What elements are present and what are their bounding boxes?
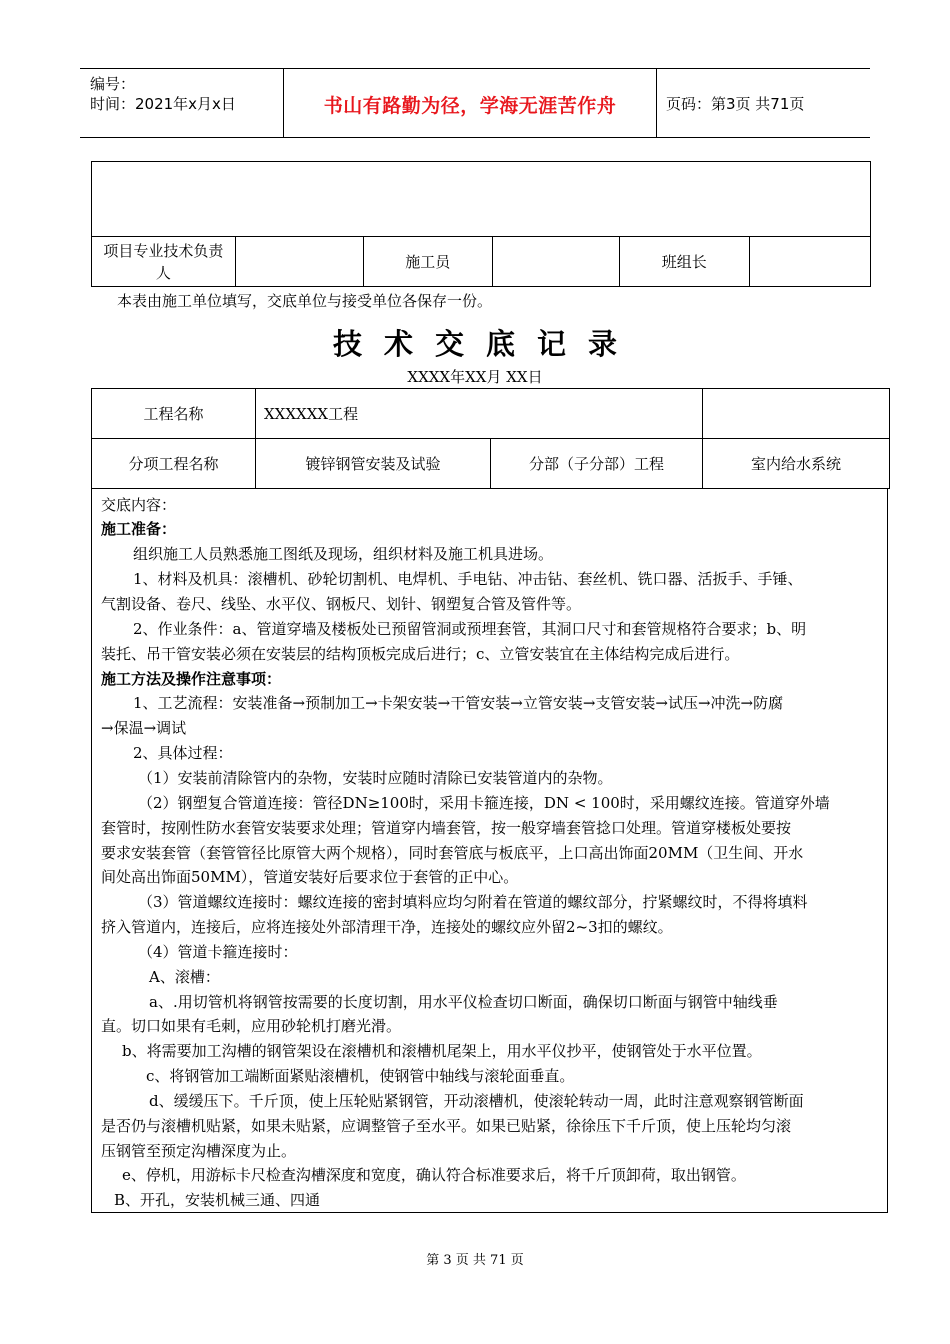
- page-title: 技术交底记录: [332, 327, 639, 361]
- record-date: XXXX年XX月 XX日: [407, 368, 543, 386]
- content-line: 间处高出饰面50MM），管道安装好后要求位于套管的正中心。: [101, 868, 519, 886]
- content-line: 2、作业条件：a、管道穿墙及楼板处已预留管洞或预埋套管，其洞口尺寸和套管规格符合要求；b、明: [133, 620, 807, 638]
- header-left-cell: [80, 69, 283, 137]
- content-line: 1、工艺流程：安装准备→预制加工→卡架安装→干管安装→立管安装→支管安装→试压→冲洗→防腐: [133, 694, 784, 712]
- tech-lead-label: 项目专业技术负责人: [92, 237, 236, 287]
- section-heading: 施工方法及操作注意事项：: [101, 670, 282, 688]
- info-table: [91, 388, 890, 489]
- section-heading: 施工准备：: [101, 520, 177, 538]
- time-label: 时间：2021年x月x日: [90, 95, 236, 113]
- sign-table-blank: [92, 162, 871, 237]
- header-center-cell: [283, 69, 657, 137]
- team-leader-label: 班组长: [619, 237, 749, 287]
- content-line: B、开孔，安装机械三通、四通: [114, 1191, 321, 1209]
- content-line: 要求安装套管（套管管径比原管大两个规格），同时套管底与板底平，上口高出饰面20MM（卫生间、开水: [101, 844, 804, 862]
- content-line: （3）管道螺纹连接时：螺纹连接的密封填料应均匀附着在管道的螺纹部分，拧紧螺纹时，不得将填料: [138, 893, 808, 911]
- content-line: 气割设备、卷尺、线坠、水平仪、钢板尺、划针、钢塑复合管及管件等。: [101, 595, 582, 613]
- content-line: b、将需要加工沟槽的钢管架设在滚槽机和滚槽机尾架上，用水平仪抄平，使钢管处于水平位置。: [122, 1042, 762, 1060]
- project-name-blank: [703, 389, 890, 439]
- sub-item-label: 分项工程名称: [92, 439, 256, 489]
- header-right-cell: [656, 69, 870, 137]
- division-label: 分部（子分部）工程: [491, 439, 703, 489]
- number-label: 编号：: [90, 75, 136, 93]
- content-line: 套管时，按刚性防水套管安装要求处理；管道穿内墙套管，按一般穿墙套管捻口处理。管道穿楼板处要按: [101, 819, 792, 837]
- content-label: 交底内容：: [101, 496, 177, 514]
- tech-lead-value: [235, 237, 363, 287]
- project-name-value: XXXXXX工程: [256, 389, 703, 439]
- content-line: （2）钢塑复合管道连接：管径DN≥100时，采用卡箍连接，DN < 100时，采用螺纹连接。管道穿外墙: [138, 794, 830, 812]
- content-line: 组织施工人员熟悉施工图纸及现场，组织材料及施工机具进场。: [133, 545, 554, 563]
- content-line: e、停机，用游标卡尺检查沟槽深度和宽度，确认符合标准要求后，将千斤顶卸荷，取出钢管。: [122, 1166, 746, 1184]
- content-line: 1、材料及机具：滚槽机、砂轮切割机、电焊机、手电钻、冲击钻、套丝机、铣口器、活扳手、手锤、: [133, 570, 803, 588]
- team-leader-value: [749, 237, 870, 287]
- content-line: c、将钢管加工端断面紧贴滚槽机，使钢管中轴线与滚轮面垂直。: [146, 1067, 575, 1085]
- page-footer: 第 3 页 共 71 页: [426, 1253, 524, 1268]
- content-line: a、.用切管机将钢管按需要的长度切割，用水平仪检查切口断面，确保切口断面与钢管中轴线垂: [149, 993, 778, 1011]
- content-line: 2、具体过程：: [133, 744, 233, 762]
- constructor-value: [492, 237, 619, 287]
- content-line: 是否仍与滚槽机贴紧，如果未贴紧，应调整管子至水平。如果已贴紧，徐徐压下千斤顶，使上压轮均匀滚: [101, 1117, 792, 1135]
- page-header: [80, 68, 870, 138]
- content-line: 挤入管道内，连接后，应将连接处外部清理干净，连接处的螺纹应外留2~3扣的螺纹。: [101, 918, 673, 936]
- content-line: →保温→调试: [101, 719, 187, 737]
- content-line: A、滚槽：: [149, 968, 220, 986]
- content-line: （4）管道卡箍连接时：: [138, 943, 298, 961]
- sign-table: [91, 161, 871, 287]
- sub-item-value: 镀锌钢管安装及试验: [256, 439, 491, 489]
- content-line: 直。切口如果有毛刺，应用砂轮机打磨光滑。: [101, 1017, 402, 1035]
- content-line: 装托、吊干管安装必须在安装层的结构顶板完成后进行；c、立管安装宜在主体结构完成后进行。: [101, 645, 740, 663]
- division-value: 室内给水系统: [703, 439, 890, 489]
- content-line: 压钢管至预定沟槽深度为止。: [101, 1142, 297, 1160]
- content-line: d、缓缓压下。千斤顶，使上压轮贴紧钢管，开动滚槽机，使滚轮转动一周，此时注意观察钢管断面: [149, 1092, 804, 1110]
- constructor-label: 施工员: [363, 237, 492, 287]
- page-label: 页码：第3页 共71页: [666, 95, 805, 113]
- motto: 书山有路勤为径，学海无涯苦作舟: [323, 95, 617, 117]
- note: 本表由施工单位填写，交底单位与接受单位各保存一份。: [117, 292, 493, 310]
- project-name-label: 工程名称: [92, 389, 256, 439]
- content-line: （1）安装前清除管内的杂物，安装时应随时清除已安装管道内的杂物。: [138, 769, 613, 787]
